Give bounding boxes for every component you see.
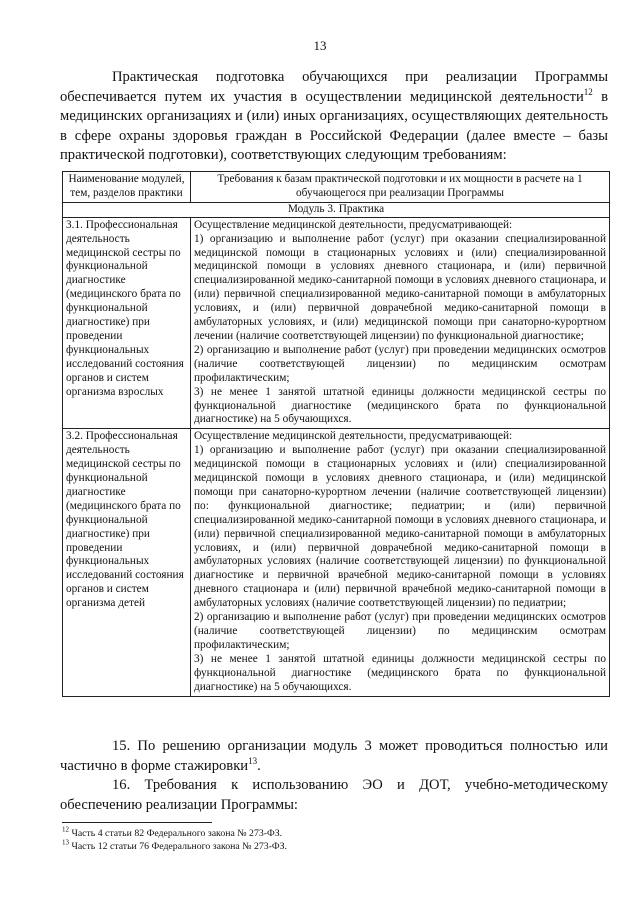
- requirement-item: 3) не менее 1 занятой штатной единицы должности медицинской сестры по функциональной диагностике (медицинского брата по функциональной диагностике) на 5 обучающихся.: [194, 385, 606, 426]
- intro-text-cont: в медицинских организациях и (или) иных организациях, осуществляющих деятельность в сфере охраны здоровья граждан в Российской Федерации (далее вместе – базы практической подготовки), соответствующих следующим требованиям:: [60, 88, 608, 163]
- requirements-table: [62, 171, 610, 697]
- requirements-lead: Осуществление медицинской деятельности, предусматривающей:: [194, 430, 513, 443]
- footnote-number: 13: [62, 838, 69, 847]
- requirement-item: 2) организацию и выполнение работ (услуг) при проведении медицинских осмотров (наличие соответствующей лицензии) по медицинским осмотрам профилактическим;: [194, 343, 606, 384]
- requirement-item: 1) организацию и выполнение работ (услуг) при оказании специализированной медицинской помощи в стационарных условиях и (или) специализированной медицинской помощи в условиях дневного стационара, и (или) медицинской помощи при санаторно-курортном лечении (наличие соответствующей лицензии) по: функциональной диагностике; педиатрии; и (или) первичной специализированной медико-санитарной помощи в условиях дневного стационара, и (или) первичной специализированной медико-санитарной помощи в амбулаторных условиях, и (или) первичной доврачебной медико-санитарной помощи в амбулаторных условиях (наличие соответствующей лицензии) по функциональной диагностике и первичной врачебной медико-санитарной помощи в условиях дневного стационара и (или) первичной врачебной медико-санитарной помощи в амбулаторных условиях (наличие соответствующей лицензии) по педиатрии;: [194, 444, 606, 610]
- footnote-number: 12: [62, 825, 69, 834]
- paragraph-15: [60, 737, 608, 776]
- module-title: Модуль 3. Практика: [63, 202, 610, 217]
- requirement-item: 1) организацию и выполнение работ (услуг) при оказании специализированной медицинской помощи в стационарных условиях и (или) специализированной медицинской помощи в условиях дневного стационара, и (или) первичной специализированной медико-санитарной помощи в условиях дневного стационара, и (или) первичной специализированной медико-санитарной помощи в амбулаторных условиях, и (или) первичной доврачебной медико-санитарной помощи в амбулаторных условиях, и (или) медицинской помощи при санаторно-курортном лечении (наличие соответствующей лицензии) по функциональной диагностике;: [194, 232, 606, 342]
- header-col-modules: Наименование модулей, тем, разделов практики: [63, 172, 191, 203]
- page-number: 13: [313, 38, 327, 53]
- para15-text: 15. По решению организации модуль 3 может проводиться полностью или частично в форме стажировки: [60, 738, 608, 774]
- header-col-requirements: Требования к базам практической подготовки и их мощности в расчете на 1 обучающегося при реализации Программы: [191, 172, 610, 203]
- requirements-cell: [191, 429, 610, 696]
- paragraph-16: [60, 776, 608, 815]
- requirement-item: 3) не менее 1 занятой штатной единицы должности медицинской сестры по функциональной диагностике (медицинского брата по функциональной диагностике) на 5 обучающихся.: [194, 652, 606, 693]
- footnote-ref-12[interactable]: 12: [583, 86, 593, 97]
- footnotes: [62, 827, 610, 853]
- requirements-cell: [191, 217, 610, 429]
- footnote-text: Часть 12 статьи 76 Федерального закона № 273-ФЗ.: [69, 841, 288, 852]
- table-header-row: [63, 172, 610, 203]
- footnote-divider: [62, 822, 212, 823]
- requirement-item: 2) организацию и выполнение работ (услуг) при проведении медицинских осмотров (наличие соответствующей лицензии) по медицинским осмотрам профилактическим;: [194, 611, 606, 651]
- topic-cell: 3.2. Профессиональная деятельность медицинской сестры по функциональной диагностике (медицинского брата по функциональной диагностике) при проведении функциональных исследований состояния органов и систем организма детей: [63, 429, 191, 696]
- para16-text: 16. Требования к использованию ЭО и ДОТ, учебно-методическому обеспечению реализации Программы:: [60, 777, 608, 813]
- intro-text: Практическая подготовка обучающихся при реализации Программы обеспечивается путем их участия в осуществлении медицинской деятельности: [60, 69, 608, 105]
- footnote-ref-13[interactable]: 13: [248, 755, 258, 766]
- footnote-item: [62, 827, 610, 840]
- table-row: [63, 217, 610, 429]
- footnote-item: [62, 840, 610, 853]
- requirements-lead: Осуществление медицинской деятельности, предусматривающей:: [194, 218, 513, 231]
- para15-end: .: [257, 757, 261, 774]
- table-row: [63, 429, 610, 696]
- footnote-text: Часть 4 статьи 82 Федерального закона № 273-ФЗ.: [69, 828, 283, 839]
- topic-cell: 3.1. Профессиональная деятельность медицинской сестры по функциональной диагностике (медицинского брата по функциональной диагностике) при проведении функциональных исследований состояния органов и систем организма взрослых: [63, 217, 191, 429]
- intro-paragraph: [60, 68, 608, 166]
- module-row: [63, 202, 610, 217]
